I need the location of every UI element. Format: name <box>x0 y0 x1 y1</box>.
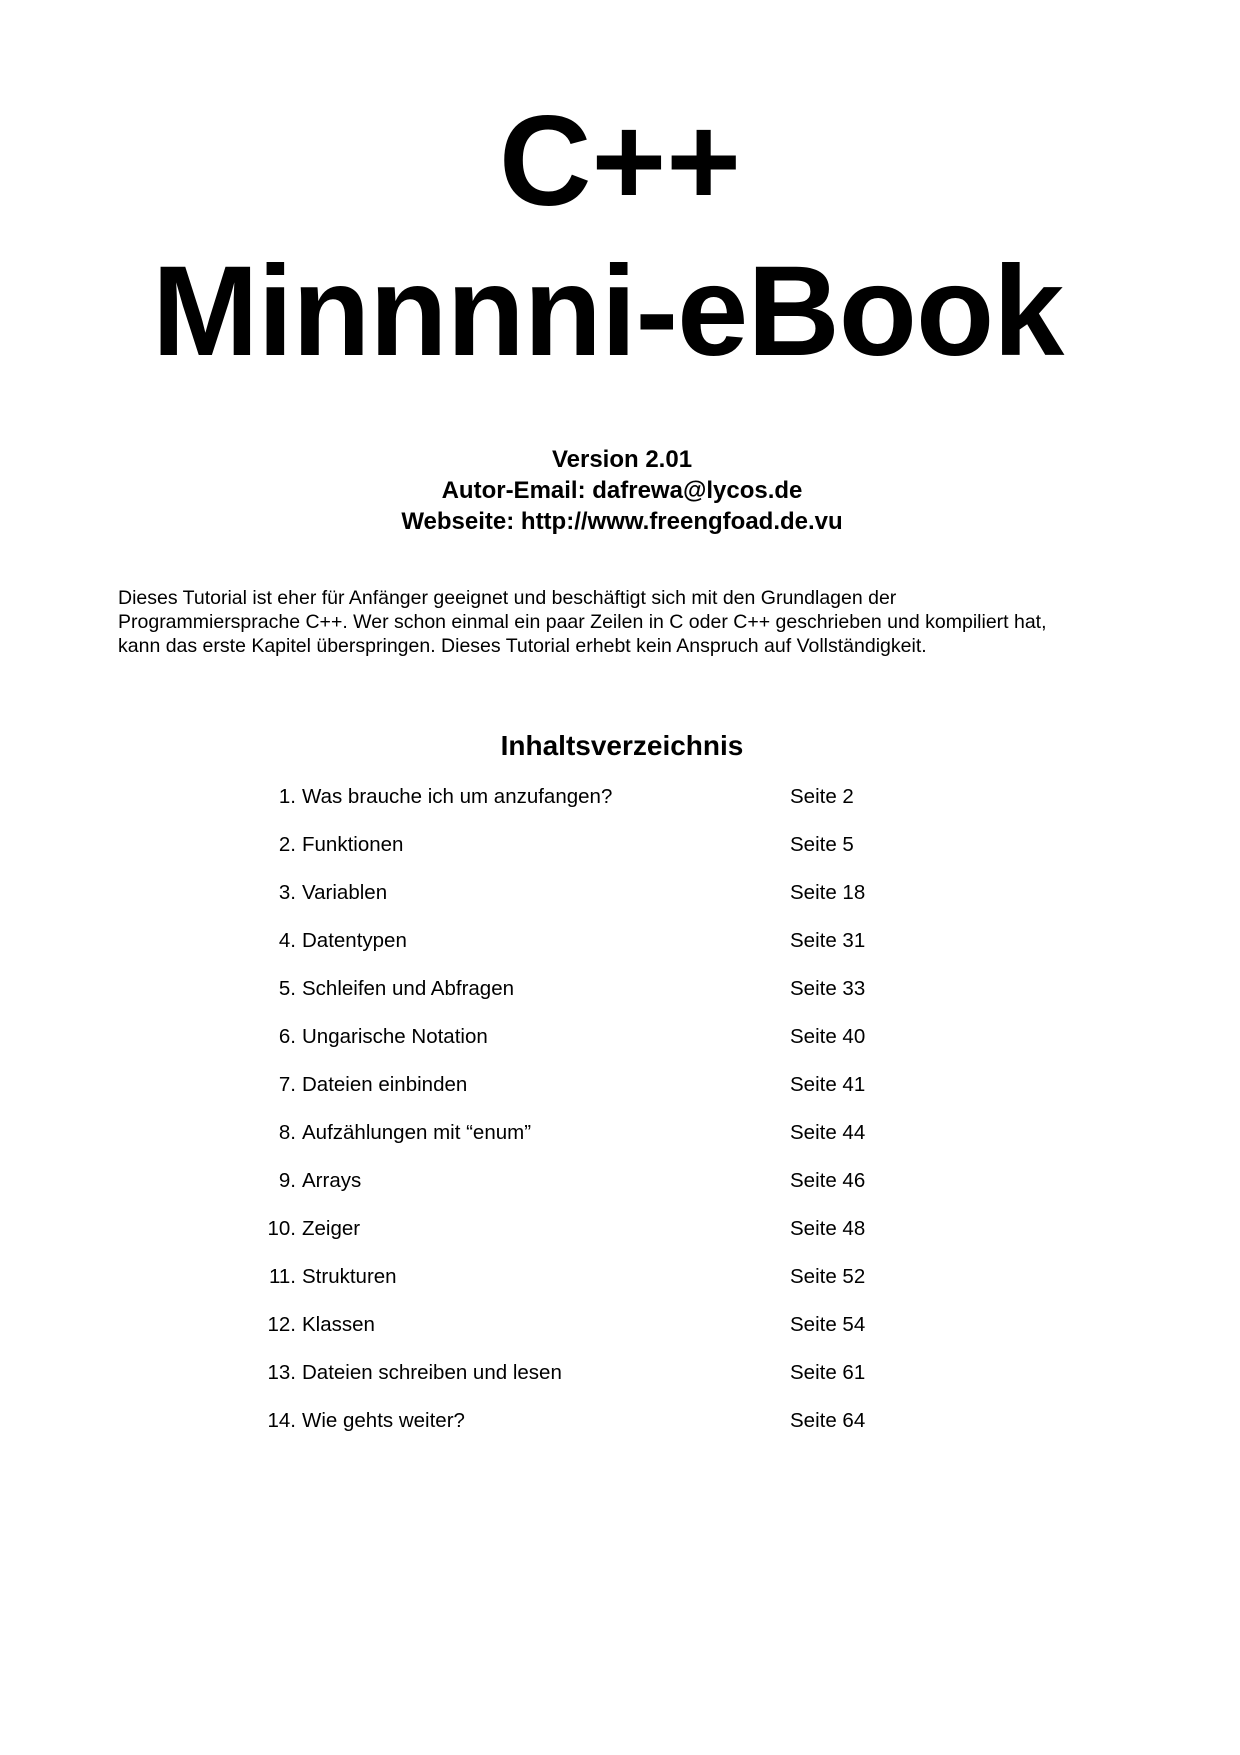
toc-entry-page: Seite 41 <box>790 1073 866 1096</box>
toc-entry-number: 3. <box>278 881 296 904</box>
toc-entry-number: 12. <box>267 1313 296 1336</box>
toc-entry <box>0 879 1240 927</box>
intro-line-1: Dieses Tutorial ist eher für Anfänger geeignet und beschäftigt sich mit den Grundlagen der <box>118 587 897 609</box>
title-line-2: Minnnni-eBook <box>152 240 1064 383</box>
title-cpp: C++ <box>499 90 741 233</box>
intro-line-3: kann das erste Kapitel überspringen. Dieses Tutorial erhebt kein Anspruch auf Vollständigkeit. <box>118 635 927 657</box>
toc-entry-page: Seite 52 <box>790 1265 866 1288</box>
title-line-1 <box>0 92 1240 232</box>
toc-entry-page: Seite 64 <box>790 1409 866 1432</box>
toc-entry-page: Seite 54 <box>790 1313 866 1336</box>
toc-entry-title: Aufzählungen mit “enum” <box>302 1121 532 1144</box>
toc-entry-number: 13. <box>267 1361 296 1384</box>
meta-block <box>0 444 1240 537</box>
toc-entry-number: 6. <box>278 1025 296 1048</box>
toc-entry <box>0 1311 1240 1359</box>
toc-heading <box>0 729 1240 763</box>
toc-entry <box>0 831 1240 879</box>
toc-heading-text: Inhaltsverzeichnis <box>500 730 744 761</box>
toc-entry-page: Seite 40 <box>790 1025 866 1048</box>
toc-entry <box>0 1119 1240 1167</box>
author-email-text: Autor-Email: dafrewa@lycos.de <box>441 477 803 504</box>
toc-entry-title: Klassen <box>302 1313 375 1336</box>
toc-entry-number: 8. <box>278 1121 296 1144</box>
toc-entry-number: 7. <box>278 1073 296 1096</box>
toc-entry-page: Seite 18 <box>790 881 866 904</box>
toc-entry-title: Datentypen <box>302 929 407 952</box>
intro-paragraph <box>118 586 1158 658</box>
toc-entry-page: Seite 33 <box>790 977 866 1000</box>
toc-entry-title: Arrays <box>302 1169 362 1192</box>
intro-line-2: Programmiersprache C++. Wer schon einmal ein paar Zeilen in C oder C++ geschrieben und kompiliert hat, <box>118 611 1047 633</box>
toc-entry-number: 2. <box>278 833 296 856</box>
toc-entry-title: Zeiger <box>302 1217 361 1240</box>
toc-entry-number: 1. <box>278 785 296 808</box>
toc-entry <box>0 927 1240 975</box>
toc-entry-title: Funktionen <box>302 833 404 856</box>
toc-entry-number: 9. <box>278 1169 296 1192</box>
toc-entry <box>0 1263 1240 1311</box>
toc-entry-page: Seite 61 <box>790 1361 866 1384</box>
toc-entry-title: Wie gehts weiter? <box>302 1409 465 1432</box>
toc-entry <box>0 1359 1240 1407</box>
toc-entry-page: Seite 46 <box>790 1169 866 1192</box>
toc-entry-number: 10. <box>267 1217 296 1240</box>
toc-entry <box>0 1167 1240 1215</box>
toc-entry-title: Strukturen <box>302 1265 397 1288</box>
toc-entry-title: Dateien schreiben und lesen <box>302 1361 562 1384</box>
toc-entry <box>0 1215 1240 1263</box>
toc-entry <box>0 783 1240 831</box>
toc-entry <box>0 1407 1240 1455</box>
toc-entry-number: 4. <box>278 929 296 952</box>
version-text: Version 2.01 <box>551 446 693 473</box>
toc-entry <box>0 975 1240 1023</box>
toc-entry-page: Seite 5 <box>790 833 854 856</box>
toc-entry-page: Seite 2 <box>790 785 854 808</box>
toc-entry-title: Was brauche ich um anzufangen? <box>302 785 613 808</box>
website-text: Webseite: http://www.freengfoad.de.vu <box>401 508 843 535</box>
toc-entry <box>0 1023 1240 1071</box>
toc-entry-title: Variablen <box>302 881 388 904</box>
toc-entry-title: Dateien einbinden <box>302 1073 468 1096</box>
table-of-contents <box>0 783 1240 1455</box>
toc-entry-title: Ungarische Notation <box>302 1025 488 1048</box>
toc-entry-number: 14. <box>267 1409 296 1432</box>
toc-entry-number: 11. <box>269 1265 296 1288</box>
toc-entry <box>0 1071 1240 1119</box>
toc-entry-number: 5. <box>278 977 296 1000</box>
toc-entry-page: Seite 31 <box>790 929 866 952</box>
toc-entry-page: Seite 44 <box>790 1121 866 1144</box>
toc-entry-page: Seite 48 <box>790 1217 866 1240</box>
toc-entry-title: Schleifen und Abfragen <box>302 977 514 1000</box>
